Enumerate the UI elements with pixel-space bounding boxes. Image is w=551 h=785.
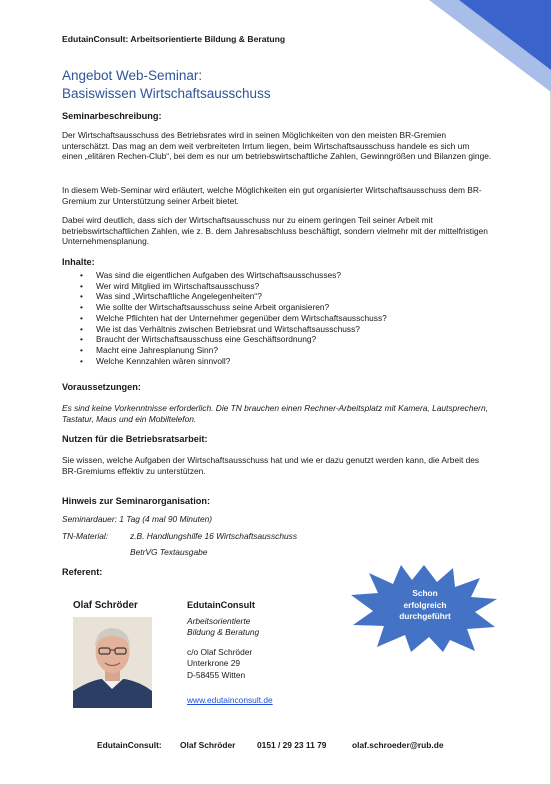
description-paragraph-1: Der Wirtschaftsausschuss des Betriebsrates wird in seinen Möglichkeiten von den meisten BR-Gremien unterschätzt. Das mag an dem weit verbreiteten Irrtum liegen, beim Wirtschaftsausschuss handele es sich um einen „elitären Rechen-Club“, bei dem es nur um betriebswirtschaftliche Zahlen, Gewinngrößen und Bilanzen ginge.: [62, 130, 492, 162]
material-item-2: BetrVG Textausgabe: [130, 547, 208, 557]
requirements-text: Es sind keine Vorkenntnisse erforderlich. Die TN brauchen einen Rechner-Arbeitsplatz mit Kamera, Lautsprechern, Tastatur, Maus und ein Mobiltelefon.: [62, 403, 488, 424]
document-header: EdutainConsult: Arbeitsorientierte Bildung & Beratung: [62, 34, 286, 44]
list-item: • Wie sollte der Wirtschaftsausschuss seine Arbeit organisieren?: [62, 302, 387, 313]
material-label: TN-Material:: [62, 531, 109, 541]
postal-address: [187, 647, 252, 681]
footer-phone: 0151 / 29 23 11 79: [257, 740, 327, 750]
footer-name: Olaf Schröder: [180, 740, 236, 750]
stamp-line-3: durchgeführt: [399, 611, 451, 621]
seminar-duration: Seminardauer: 1 Tag (4 mal 90 Minuten): [62, 514, 213, 524]
benefit-text: Sie wissen, welche Aufgaben der Wirtschaftsausschuss hat und wie er dazu genutzt werden kann, die Arbeit des BR-Gremiums effektiv zu unterstützen.: [62, 455, 480, 476]
referent-name: Olaf Schröder: [73, 600, 138, 611]
section-heading-benefit: Nutzen für die Betriebsratsarbeit:: [62, 434, 208, 444]
stamp-line-1: Schon: [412, 588, 438, 598]
footer-email: olaf.schroeder@rub.de: [352, 740, 444, 750]
description-paragraph-2: In diesem Web-Seminar wird erläutert, welche Möglichkeiten ein gut organisierter Wirtschaftsausschuss dem BR-Gremium zur Unterstützung seiner Arbeit bietet.: [62, 185, 482, 206]
list-item: • Was sind die eigentlichen Aufgaben des Wirtschaftsausschusses?: [62, 270, 387, 281]
list-item: • Was sind „Wirtschaftliche Angelegenheiten“?: [62, 291, 387, 302]
section-heading-description: Seminarbeschreibung:: [62, 111, 162, 121]
list-item: • Braucht der Wirtschaftsausschuss eine Geschäftsordnung?: [62, 334, 387, 345]
website-link[interactable]: www.edutainconsult.de: [187, 695, 273, 705]
stamp-line-2: erfolgreich: [403, 599, 447, 610]
referent-photo: [73, 617, 152, 708]
title-line-2: Basiswissen Wirtschaftsausschuss: [62, 86, 271, 101]
list-item: • Wie ist das Verhältnis zwischen Betriebsrat und Wirtschaftsausschuss?: [62, 324, 387, 335]
section-heading-organisation: Hinweis zur Seminarorganisation:: [62, 496, 211, 506]
section-heading-requirements: Voraussetzungen:: [62, 382, 141, 392]
company-name: EdutainConsult: [187, 600, 255, 610]
list-item: • Macht eine Jahresplanung Sinn?: [62, 345, 387, 356]
corner-decoration: [429, 0, 551, 92]
address-line-2: Unterkrone 29: [187, 658, 241, 669]
description-paragraph-3: Dabei wird deutlich, dass sich der Wirtschaftsausschuss nur zu einem geringen Teil seiner Arbeit mit betriebswirtschaftlichen Zahlen, wie z. B. dem Jahresabschluss beschäftigt, sondern vielmehr mit der mittelfristigen Unternehmensplanung.: [62, 215, 488, 247]
tagline-line-1: Arbeitsorientierte: [187, 616, 251, 626]
stamp-label: [386, 588, 464, 623]
list-item: • Wer wird Mitglied im Wirtschaftsausschuss?: [62, 281, 387, 292]
address-line-3: D-58455 Witten: [187, 669, 246, 680]
company-tagline: [187, 616, 259, 638]
tagline-line-2: Bildung & Beratung: [187, 627, 260, 637]
document-title: [62, 67, 271, 103]
material-item-1: z.B. Handlungshilfe 16 Wirtschaftsausschuss: [130, 531, 298, 541]
section-heading-contents: Inhalte:: [62, 257, 95, 267]
section-heading-referent: Referent:: [62, 567, 103, 577]
list-item: • Welche Kennzahlen wären sinnvoll?: [62, 356, 387, 367]
title-line-1: Angebot Web-Seminar:: [62, 68, 203, 83]
contents-list: [62, 270, 387, 366]
list-item: • Welche Pflichten hat der Unternehmer gegenüber dem Wirtschaftsausschuss?: [62, 313, 387, 324]
address-line-1: c/o Olaf Schröder: [187, 647, 253, 657]
footer-company: EdutainConsult:: [97, 740, 162, 750]
